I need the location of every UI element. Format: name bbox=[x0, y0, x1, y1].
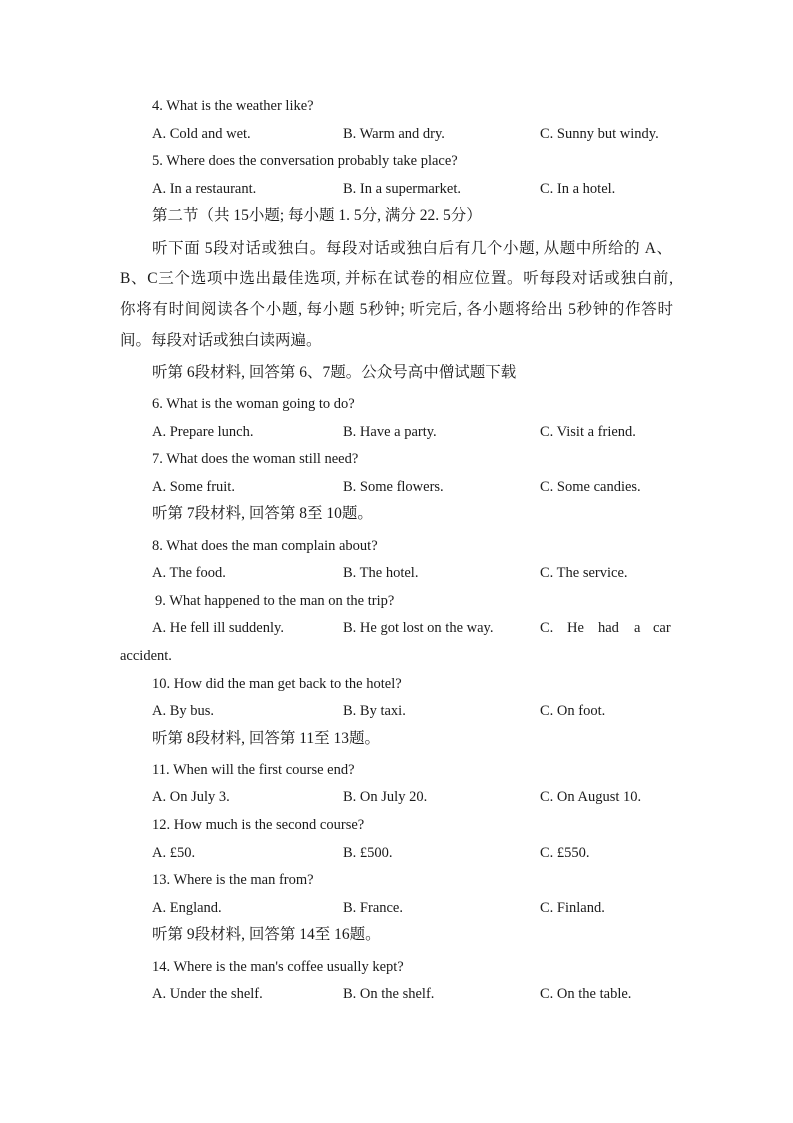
question-11-stem: 11. When will the first course end? bbox=[152, 762, 355, 778]
question-12-stem: 12. How much is the second course? bbox=[152, 817, 365, 833]
material-7-heading: 听第 7段材料, 回答第 8至 10题。 bbox=[152, 505, 373, 522]
question-10-option-a: A. By bus. bbox=[152, 703, 215, 719]
question-11-option-b: B. On July 20. bbox=[343, 789, 428, 805]
question-8-option-b: B. The hotel. bbox=[343, 565, 419, 581]
material-6-heading: 听第 6段材料, 回答第 6、7题。公众号高中僧试题下载 bbox=[152, 364, 517, 381]
question-14-option-c: C. On the table. bbox=[540, 986, 632, 1002]
question-13-option-b: B. France. bbox=[343, 900, 403, 916]
question-14-option-a: A. Under the shelf. bbox=[152, 986, 263, 1002]
question-9-option-c-car: car bbox=[653, 620, 671, 636]
question-9-option-a: A. He fell ill suddenly. bbox=[152, 620, 284, 636]
question-14-option-b: B. On the shelf. bbox=[343, 986, 435, 1002]
section-2-heading: 第二节（共 15小题; 每小题 1. 5分, 满分 22. 5分） bbox=[152, 207, 482, 224]
question-7-option-b: B. Some flowers. bbox=[343, 479, 444, 495]
question-11-option-a: A. On July 3. bbox=[152, 789, 230, 805]
question-4-option-a: A. Cold and wet. bbox=[152, 126, 251, 142]
question-5-option-c: C. In a hotel. bbox=[540, 181, 616, 197]
question-10-option-b: B. By taxi. bbox=[343, 703, 406, 719]
question-14-stem: 14. Where is the man's coffee usually kept? bbox=[152, 959, 404, 975]
question-7-stem: 7. What does the woman still need? bbox=[152, 451, 359, 467]
question-4-option-c: C. Sunny but windy. bbox=[540, 126, 659, 142]
question-7-option-c: C. Some candies. bbox=[540, 479, 641, 495]
question-12-option-c: C. £550. bbox=[540, 845, 590, 861]
section-2-instructions-line-3: 你将有时间阅读各个小题, 每小题 5秒钟; 听完后, 各小题将给出 5秒钟的作答时 bbox=[120, 301, 673, 318]
question-9-option-c-he: He bbox=[567, 620, 584, 636]
question-4-option-b: B. Warm and dry. bbox=[343, 126, 445, 142]
question-5-stem: 5. Where does the conversation probably take place? bbox=[152, 153, 458, 169]
question-5-option-a: A. In a restaurant. bbox=[152, 181, 257, 197]
question-9-option-c-had: had bbox=[598, 620, 619, 636]
section-2-instructions-line-2: B、C三个选项中选出最佳选项, 并标在试卷的相应位置。听每段对话或独白前, bbox=[120, 270, 673, 287]
question-9-option-c-continuation: accident. bbox=[120, 648, 172, 664]
question-12-option-b: B. £500. bbox=[343, 845, 393, 861]
question-11-option-c: C. On August 10. bbox=[540, 789, 642, 805]
material-9-heading: 听第 9段材料, 回答第 14至 16题。 bbox=[152, 926, 381, 943]
question-12-option-a: A. £50. bbox=[152, 845, 196, 861]
question-8-stem: 8. What does the man complain about? bbox=[152, 538, 378, 554]
question-6-option-b: B. Have a party. bbox=[343, 424, 437, 440]
question-9-option-c-c: C. bbox=[540, 620, 554, 636]
question-9-stem: 9. What happened to the man on the trip? bbox=[155, 593, 395, 609]
section-2-instructions-line-4: 间。每段对话或独白读两遍。 bbox=[120, 332, 322, 349]
question-13-option-c: C. Finland. bbox=[540, 900, 605, 916]
section-2-instructions-line-1: 听下面 5段对话或独白。每段对话或独白后有几个小题, 从题中所给的 A、 bbox=[152, 240, 672, 257]
question-7-option-a: A. Some fruit. bbox=[152, 479, 235, 495]
question-5-option-b: B. In a supermarket. bbox=[343, 181, 461, 197]
question-9-option-c-a: a bbox=[634, 620, 641, 636]
question-6-option-c: C. Visit a friend. bbox=[540, 424, 636, 440]
question-10-stem: 10. How did the man get back to the hotel? bbox=[152, 676, 402, 692]
question-6-stem: 6. What is the woman going to do? bbox=[152, 396, 355, 412]
question-10-option-c: C. On foot. bbox=[540, 703, 606, 719]
question-8-option-a: A. The food. bbox=[152, 565, 226, 581]
question-6-option-a: A. Prepare lunch. bbox=[152, 424, 254, 440]
question-13-option-a: A. England. bbox=[152, 900, 222, 916]
question-13-stem: 13. Where is the man from? bbox=[152, 872, 314, 888]
question-4-stem: 4. What is the weather like? bbox=[152, 98, 314, 114]
question-9-option-b: B. He got lost on the way. bbox=[343, 620, 494, 636]
material-8-heading: 听第 8段材料, 回答第 11至 13题。 bbox=[152, 730, 381, 747]
question-8-option-c: C. The service. bbox=[540, 565, 628, 581]
